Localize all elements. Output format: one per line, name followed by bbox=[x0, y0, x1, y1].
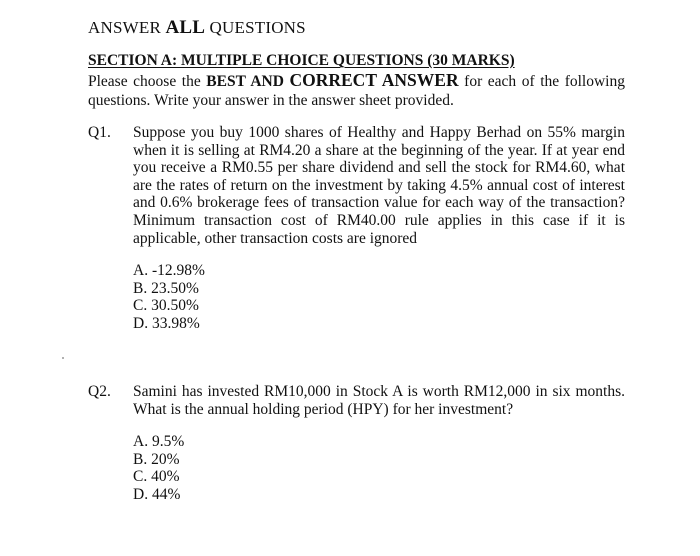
question-1-options bbox=[133, 262, 205, 332]
heading-suffix: QUESTIONS bbox=[205, 18, 306, 37]
question-2-option-c: C. 40% bbox=[133, 468, 180, 486]
question-1-option-b: B. 23.50% bbox=[133, 279, 199, 297]
heading-prefix: ANSWER bbox=[88, 18, 166, 37]
instructions-part2: for each of the following questions. Write your answer in the answer sheet provided. bbox=[88, 73, 625, 109]
question-2-option-a: A. 9.5% bbox=[133, 433, 185, 450]
question-1-text: Suppose you buy 1000 shares of Healthy and Happy Berhad on 55% margin when it is selling at RM4.20 a share at the beginning of the year. If at year end you receive a RM0.55 per share dividend and sell the stock for RM4.60, what are the rates of return on the investment by taking 4.5% annual cost of interest and 0.6% brokerage fees of transaction value for each way of the transaction? Minimum transaction cost of RM40.00 rule applies in this case if it is applicable, other transaction costs are ignored bbox=[133, 124, 625, 247]
question-2-option-b: B. 20% bbox=[133, 450, 180, 468]
heading-emphasis: ALL bbox=[165, 17, 206, 38]
question-2-number: Q2. bbox=[88, 383, 111, 400]
question-1-option-c: C. 30.50% bbox=[133, 297, 199, 315]
section-title: SECTION A: MULTIPLE CHOICE QUESTIONS (30 MARKS) bbox=[88, 52, 515, 69]
question-1-option-d: D. 33.98% bbox=[133, 314, 200, 332]
page-heading bbox=[88, 17, 306, 39]
question-2-text: Samini has invested RM10,000 in Stock A is worth RM12,000 in six months. What is the annual holding period (HPY) for her investment? bbox=[133, 383, 625, 418]
instructions-bold2: CORRECT ANSWER bbox=[289, 70, 459, 90]
stray-mark bbox=[62, 357, 64, 359]
question-1-option-a: A. -12.98% bbox=[133, 262, 205, 279]
instructions bbox=[88, 71, 625, 110]
instructions-part1: Please choose the bbox=[88, 73, 207, 90]
question-1-number: Q1. bbox=[88, 124, 111, 141]
instructions-bold1: BEST AND bbox=[206, 73, 290, 90]
question-2-options bbox=[133, 433, 184, 503]
question-2-option-d: D. 44% bbox=[133, 485, 181, 503]
